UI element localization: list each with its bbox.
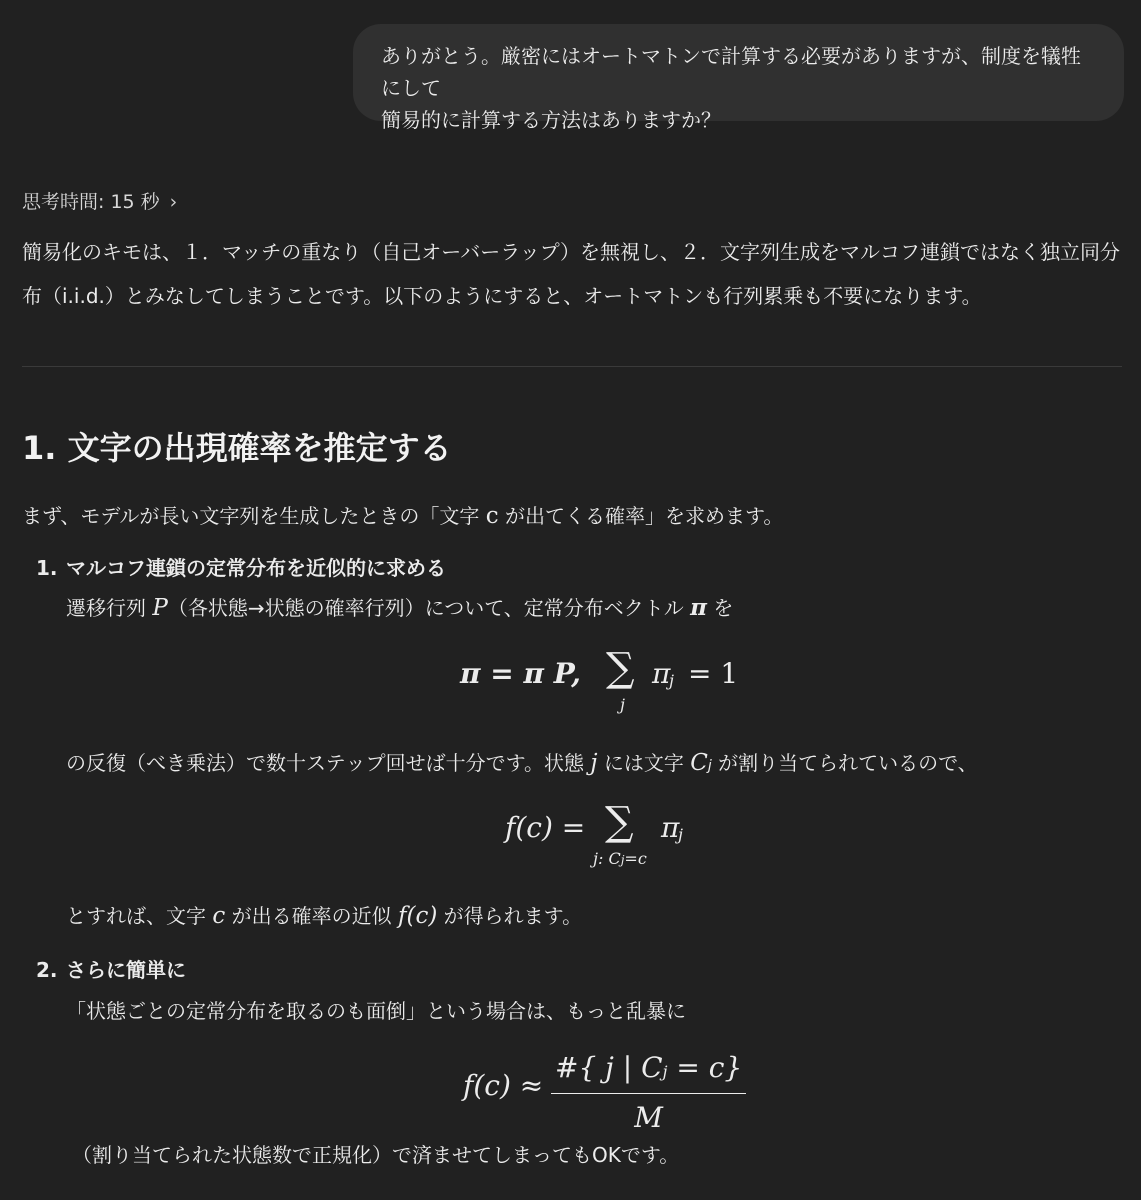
- sum-index-text: =c: [624, 849, 647, 868]
- item2-text-line: （割り当てられた状態数で正規化）で済ませてしまってもOKです。: [72, 1143, 680, 1167]
- equation-lhs: f(c) =: [505, 811, 586, 844]
- thinking-toggle[interactable]: [22, 186, 177, 218]
- list-number: 1.: [36, 556, 58, 580]
- text: には文字: [597, 751, 691, 775]
- math-var: c: [212, 903, 226, 929]
- fraction-numerator: #{ j | Cj = c}: [551, 1046, 746, 1094]
- user-message-line: 簡易的に計算する方法はありますか？: [381, 108, 721, 132]
- math-var: c: [485, 503, 499, 529]
- numerator-text: #{ j | C: [555, 1051, 663, 1084]
- thinking-label: 思考時間: 15 秒: [22, 191, 160, 213]
- fraction-denominator: M: [634, 1100, 663, 1134]
- text: 遷移行列: [66, 596, 153, 620]
- sum-symbol: ∑: [606, 645, 635, 691]
- sum-term: π: [652, 657, 671, 690]
- sum-term-sub: j: [669, 671, 674, 690]
- text: が得られます。: [437, 904, 583, 928]
- lead-text: が出てくる確率」を求めます。: [498, 504, 784, 528]
- intro-line: 布（i.i.d.）とみなしてしまうことです。以下のようにすると、オートマトンも行列累乗も不要になります。: [22, 284, 982, 308]
- sum-term-sub: j: [678, 825, 683, 844]
- text: を: [707, 596, 734, 620]
- item1-text-line: [66, 898, 582, 934]
- math-var: P: [152, 595, 168, 621]
- section-divider: [22, 366, 1122, 367]
- equation-rhs: = 1: [688, 657, 739, 690]
- item2-text-line: 「状態ごとの定常分布を取るのも面倒」という場合は、もっと乱暴に: [66, 999, 686, 1023]
- text: の反復（べき乗法）で数十ステップ回せば十分です。状態: [66, 751, 591, 775]
- sum-index: j: [620, 695, 625, 714]
- section-title: 1. 文字の出現確率を推定する: [22, 429, 452, 467]
- math-var: j: [590, 750, 598, 776]
- math-expr: f(c): [397, 903, 438, 929]
- user-message-line: ありがとう。厳密にはオートマトンで計算する必要がありますが、制度を犠牲にして: [381, 44, 1081, 100]
- equation-approx: [463, 1046, 743, 1134]
- text: が出る確率の近似: [225, 904, 398, 928]
- item1-text-line: の反復（べき乗法）で数十ステップ回せば十分です。状態 j には文字 Cj が割り当てられているので、: [66, 750, 978, 776]
- list-number: 2.: [36, 958, 58, 982]
- item1-text-line: [66, 590, 733, 626]
- sum-symbol: ∑: [605, 799, 634, 845]
- list-item-title: [36, 551, 446, 585]
- chevron-right-icon: ›: [169, 191, 178, 213]
- equation-frequency: [505, 800, 725, 875]
- section-lead: [22, 498, 783, 534]
- numerator-text: = c}: [667, 1051, 743, 1084]
- list-item-title: [36, 953, 186, 987]
- user-message-bubble: [353, 24, 1124, 132]
- list-title-text: さらに簡単に: [66, 958, 186, 982]
- equation-lhs: f(c) ≈: [463, 1069, 544, 1102]
- text: とすれば、文字: [66, 904, 213, 928]
- text: が割り当てられているので、: [711, 751, 978, 775]
- math-var: C: [690, 750, 708, 776]
- sum-index: j: Cj=c: [593, 849, 647, 868]
- list-title-text: マルコフ連鎖の定常分布を近似的に求める: [66, 556, 446, 580]
- math-var: π: [690, 594, 708, 621]
- intro-line: 簡易化のキモは、１．マッチの重なり（自己オーバーラップ）を無視し、２．文字列生成をマルコフ連鎖ではなく独立同分: [22, 240, 1120, 264]
- intro-paragraph: [22, 230, 1122, 318]
- fraction: [551, 1046, 746, 1141]
- equation-lhs: π = π P,: [460, 657, 581, 690]
- sum-index-text: j: C: [593, 849, 621, 868]
- sum-term: π: [661, 811, 680, 844]
- lead-text: まず、モデルが長い文字列を生成したときの「文字: [22, 504, 486, 528]
- text: （各状態→状態の確率行列）について、定常分布ベクトル: [167, 596, 691, 620]
- equation-stationary: [460, 645, 760, 718]
